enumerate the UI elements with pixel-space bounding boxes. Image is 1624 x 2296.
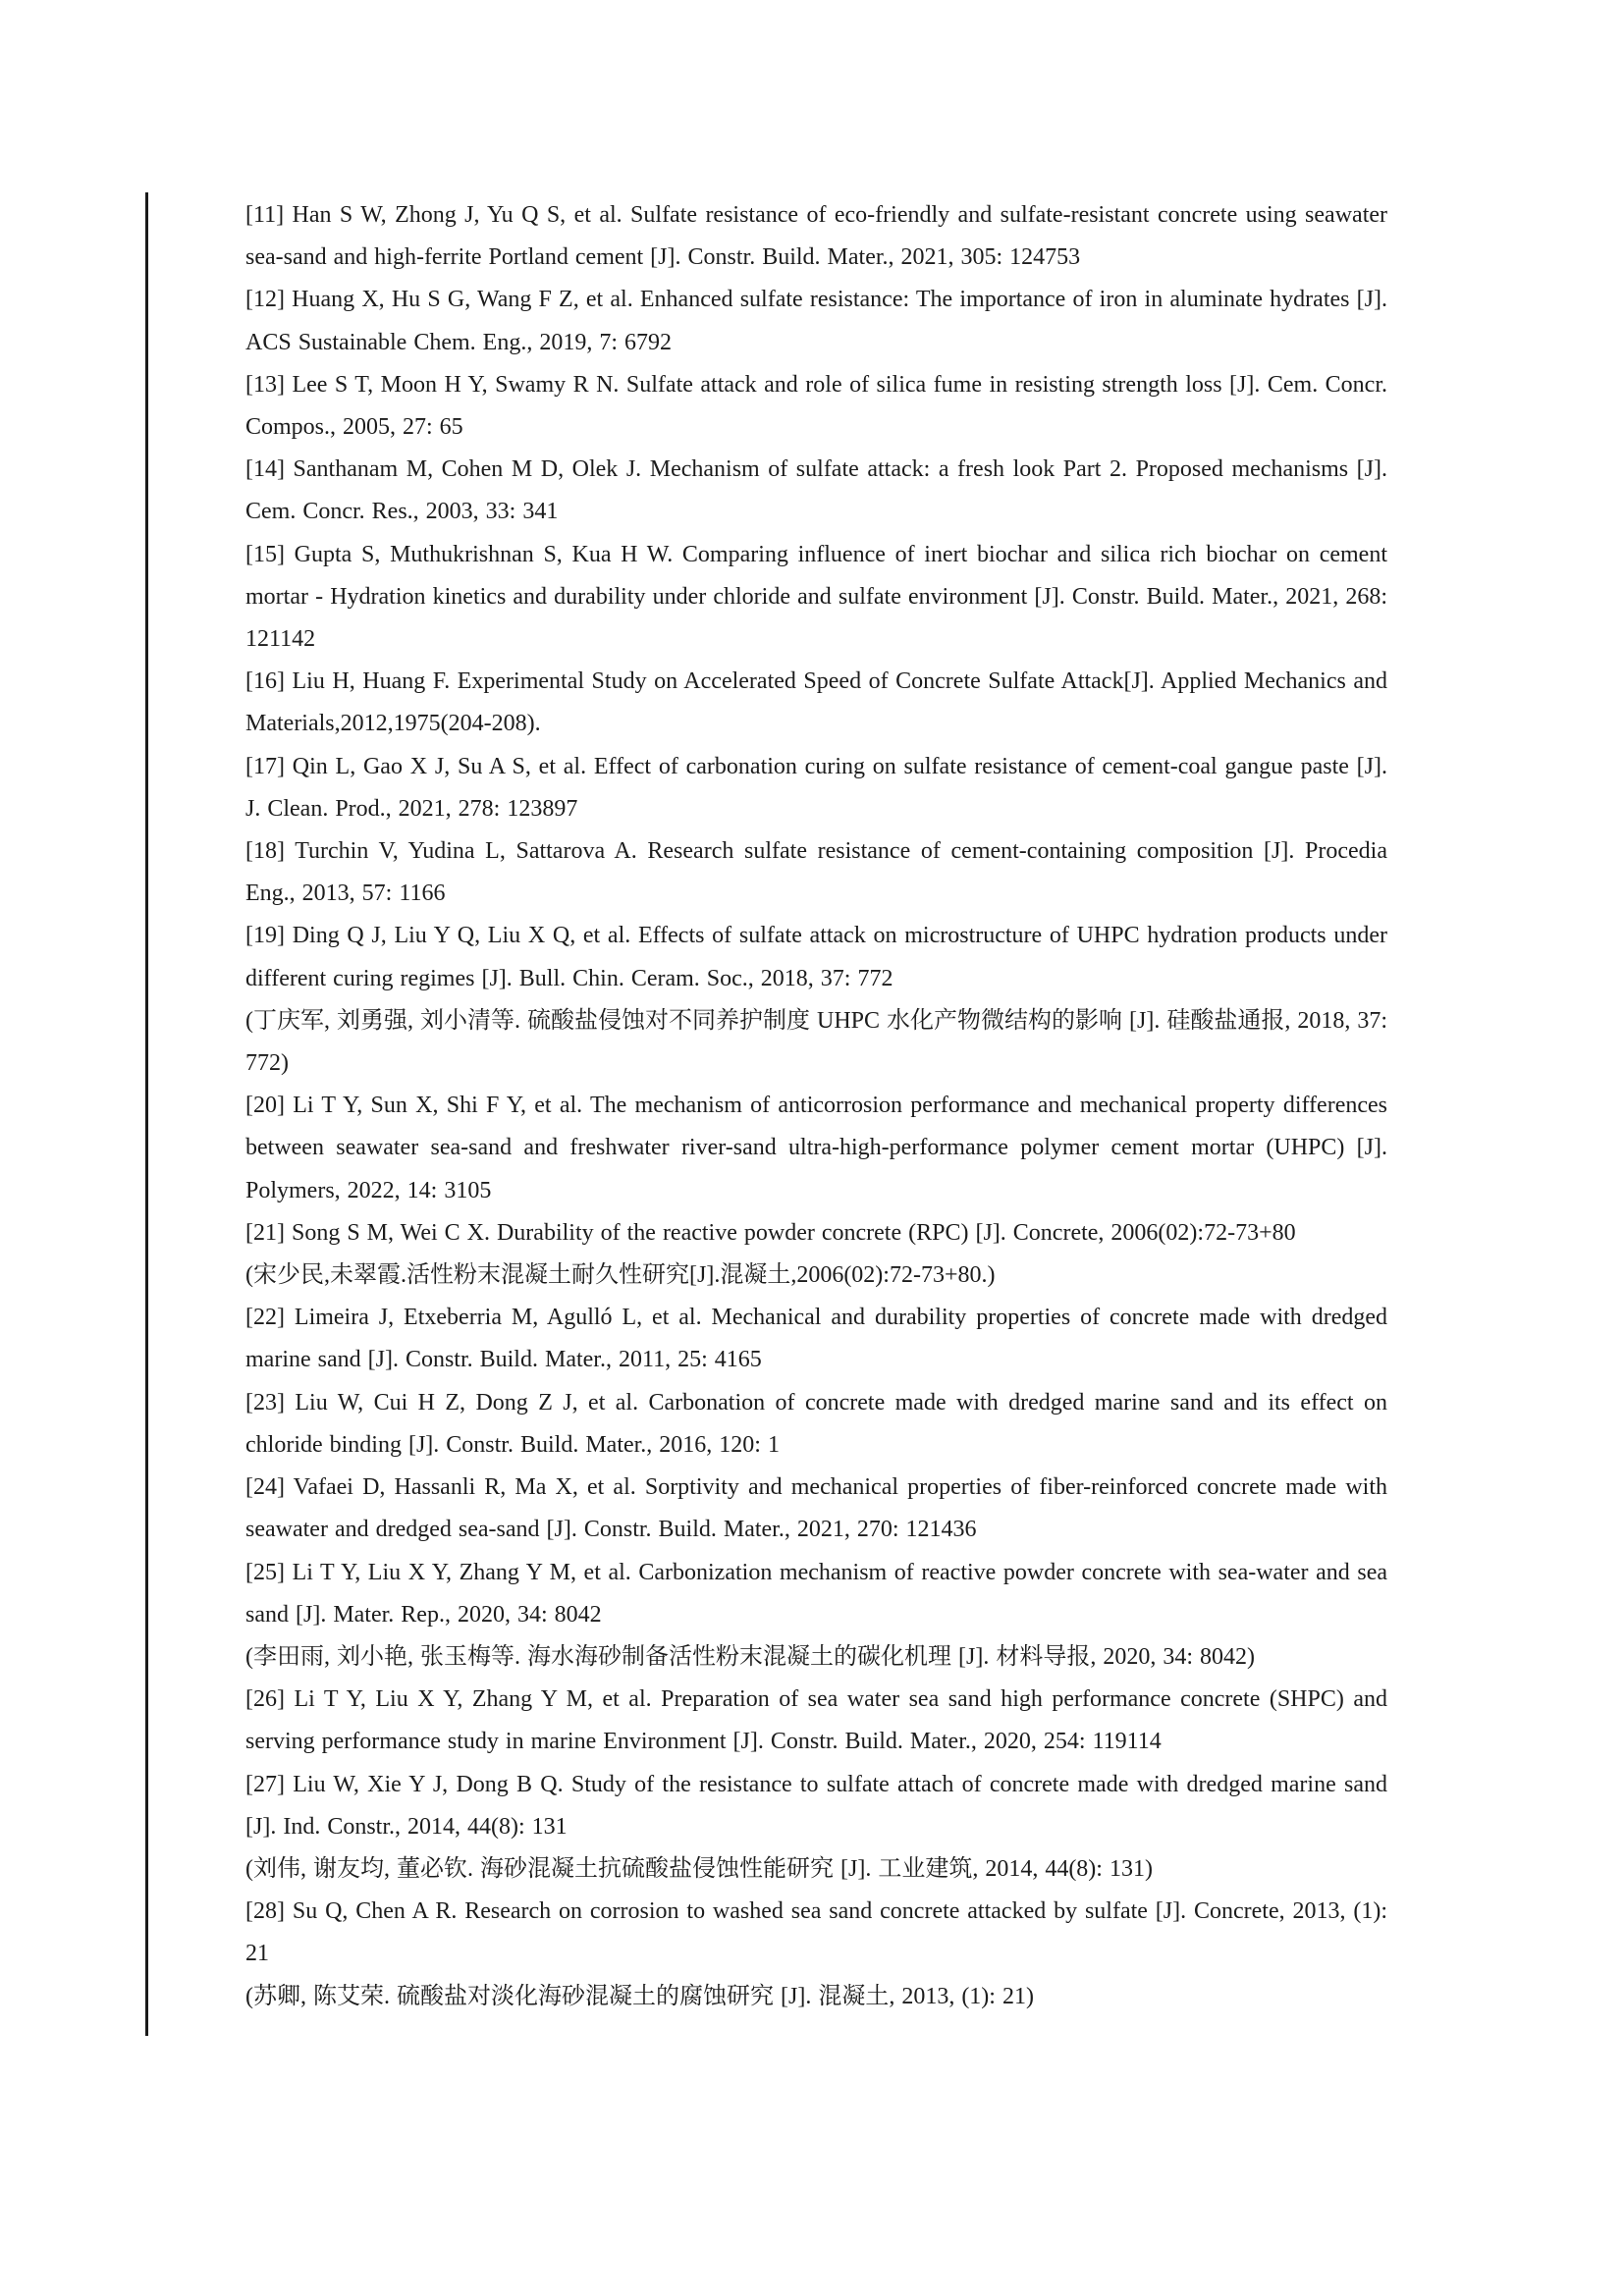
reference-entry: [23] Liu W, Cui H Z, Dong Z J, et al. Carbonation of concrete made with dredged marine sand and its effect on chloride binding [J]. Constr. Build. Mater., 2016, 120: 1 xyxy=(245,1389,1387,1458)
reference-entry: [24] Vafaei D, Hassanli R, Ma X, et al. Sorptivity and mechanical properties of fiber-reinforced concrete made with seawater and dredged sea-sand [J]. Constr. Build. Mater., 2021, 270: 121436 xyxy=(245,1474,1387,1543)
reference-translation-zh: (李田雨, 刘小艳, 张玉梅等. 海水海砂制备活性粉末混凝土的碳化机理 [J]. 材料导报, 2020, 34: 8042) xyxy=(245,1643,1255,1670)
reference-entry: [18] Turchin V, Yudina L, Sattarova A. Research sulfate resistance of cement-containing composition [J]. Procedia Eng., 2013, 57: 1166 xyxy=(245,838,1387,907)
reference-entry: [16] Liu H, Huang F. Experimental Study on Accelerated Speed of Concrete Sulfate Attack[J]. Applied Mechanics and Materials,2012,1975(204-208). xyxy=(245,668,1387,737)
reference-translation-zh: (刘伟, 谢友均, 董必钦. 海砂混凝土抗硫酸盐侵蚀性能研究 [J]. 工业建筑, 2014, 44(8): 131) xyxy=(245,1855,1153,1882)
reference-translation-zh: (苏卿, 陈艾荣. 硫酸盐对淡化海砂混凝土的腐蚀研究 [J]. 混凝土, 2013, (1): 21) xyxy=(245,1983,1034,2009)
reference-translation-zh: (丁庆军, 刘勇强, 刘小清等. 硫酸盐侵蚀对不同养护制度 UHPC 水化产物微结构的影响 [J]. 硅酸盐通报, 2018, 37: 772) xyxy=(245,1007,1388,1077)
reference-entry: [19] Ding Q J, Liu Y Q, Liu X Q, et al. Effects of sulfate attack on microstructure of UHPC hydration products under different curing regimes [J]. Bull. Chin. Ceram. Soc., 2018, 37: 772 xyxy=(245,923,1387,991)
reference-entry: [20] Li T Y, Sun X, Shi F Y, et al. The mechanism of anticorrosion performance and mechanical property differences between seawater sea-sand and freshwater river-sand ultra-high-performance polymer cement mortar (UHPC) [J]. Polymers, 2022, 14: 3105 xyxy=(245,1093,1387,1203)
reference-entry: [12] Huang X, Hu S G, Wang F Z, et al. Enhanced sulfate resistance: The importance of iron in aluminate hydrates [J]. ACS Sustainable Chem. Eng., 2019, 7: 6792 xyxy=(245,287,1387,355)
reference-entry: [25] Li T Y, Liu X Y, Zhang Y M, et al. Carbonization mechanism of reactive powder concrete with sea-water and sea sand [J]. Mater. Rep., 2020, 34: 8042 xyxy=(245,1559,1387,1628)
reference-entry: [14] Santhanam M, Cohen M D, Olek J. Mechanism of sulfate attack: a fresh look Part 2. Proposed mechanisms [J]. Cem. Concr. Res., 2003, 33: 341 xyxy=(245,456,1387,525)
reference-entry: [26] Li T Y, Liu X Y, Zhang Y M, et al. Preparation of sea water sea sand high performance concrete (SHPC) and serving performance study in marine Environment [J]. Constr. Build. Mater., 2020, 254: 119114 xyxy=(245,1686,1387,1755)
reference-entry: [22] Limeira J, Etxeberria M, Agulló L, et al. Mechanical and durability properties of concrete made with dredged marine sand [J]. Constr. Build. Mater., 2011, 25: 4165 xyxy=(245,1305,1387,1373)
revision-change-bar xyxy=(145,192,148,2036)
reference-entry: [15] Gupta S, Muthukrishnan S, Kua H W. Comparing influence of inert biochar and silica rich biochar on cement mortar - Hydration kinetics and durability under chloride and sulfate environment [J]. Constr. Build. Mater., 2021, 268: 121142 xyxy=(245,541,1387,653)
reference-entry: [21] Song S M, Wei C X. Durability of the reactive powder concrete (RPC) [J]. Concrete, 2006(02):72-73+80 xyxy=(245,1219,1296,1246)
reference-entry: [13] Lee S T, Moon H Y, Swamy R N. Sulfate attack and role of silica fume in resisting strength loss [J]. Cem. Concr. Compos., 2005, 27: 65 xyxy=(245,371,1387,441)
reference-translation-zh: (宋少民,未翠霞.活性粉末混凝土耐久性研究[J].混凝土,2006(02):72-73+80.) xyxy=(245,1262,996,1289)
reference-entry: [28] Su Q, Chen A R. Research on corrosion to washed sea sand concrete attacked by sulfate [J]. Concrete, 2013, (1): 21 xyxy=(245,1898,1387,1967)
reference-entry: [17] Qin L, Gao X J, Su A S, et al. Effect of carbonation curing on sulfate resistance of cement-coal gangue paste [J]. J. Clean. Prod., 2021, 278: 123897 xyxy=(245,753,1387,822)
references-list xyxy=(245,194,1387,2018)
reference-entry: [27] Liu W, Xie Y J, Dong B Q. Study of the resistance to sulfate attach of concrete made with dredged marine sand [J]. Ind. Constr., 2014, 44(8): 131 xyxy=(245,1771,1387,1840)
reference-entry: [11] Han S W, Zhong J, Yu Q S, et al. Sulfate resistance of eco-friendly and sulfate-resistant concrete using seawater sea-sand and high-ferrite Portland cement [J]. Constr. Build. Mater., 2021, 305: 124753 xyxy=(245,202,1387,271)
